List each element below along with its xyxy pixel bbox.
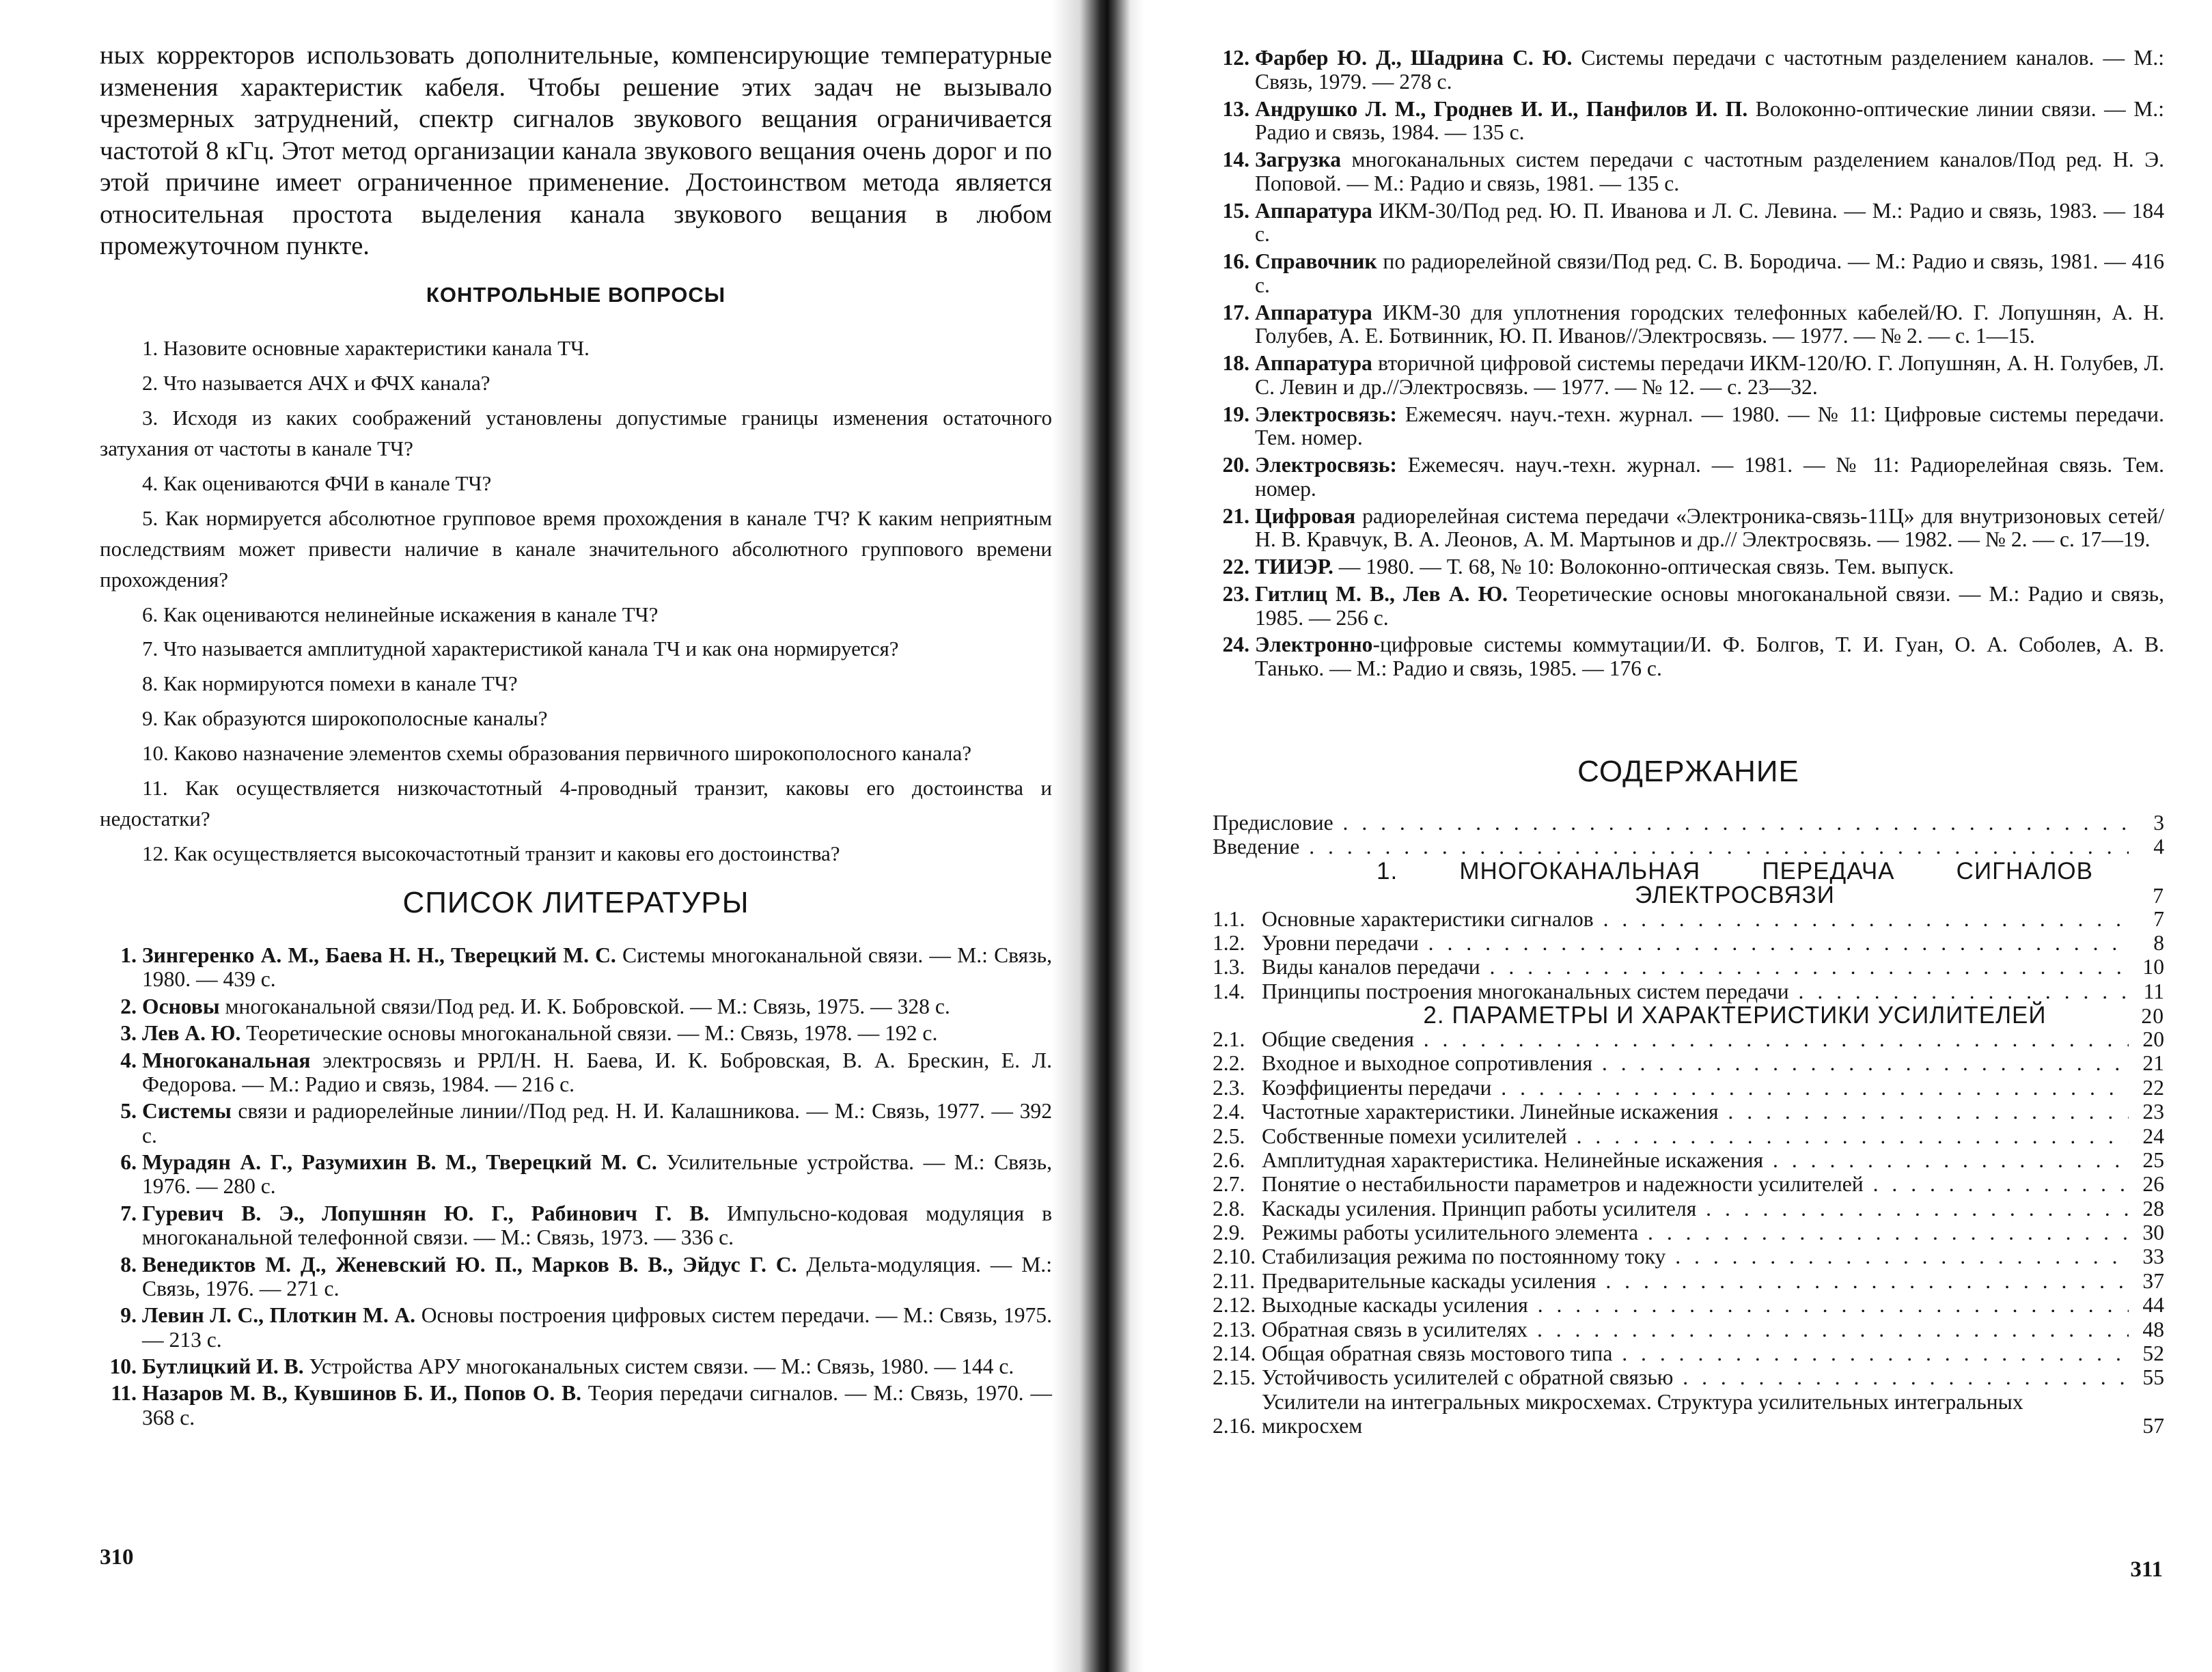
reference-details: Основы построения цифровых систем передачи. — М.: Связь, 1975. — 213 с. — [142, 1303, 1052, 1352]
reference-number: 24. — [1222, 632, 1249, 657]
question-item: 6. Как оцениваются нелинейные искажения в канале ТЧ? — [142, 602, 659, 626]
question-item: 9. Как образуются широкополосные каналы? — [142, 706, 548, 731]
toc-number: 2.2. — [1213, 1051, 1245, 1076]
page-number-left: 310 — [100, 1545, 134, 1570]
toc-title: Принципы построения многоканальных систем передачи . . . — [1262, 979, 2129, 1003]
reference-number: 12. — [1222, 46, 1249, 70]
reference-details: радиорелейная система передачи «Электроника-связь-11Ц» для внутризоновых сетей/Н. В. Кравчук, В. А. Леонов, А. М. Мартынов и др.// Электросвязь. — 1982. — № 2. — с. 17—19. — [1255, 503, 2164, 552]
reference-item — [1213, 633, 2164, 681]
reference-item — [1213, 148, 2164, 196]
toc-row — [1213, 1100, 2164, 1124]
toc-title: Введение . . . — [1213, 835, 2129, 859]
reference-number: 9. — [120, 1303, 137, 1328]
reference-details: Волоконно-оптические линии связи. — М.: Радио и связь, 1984. — 135 с. — [1255, 96, 2164, 145]
reference-author: Мурадян А. Г., Разумихин В. М., Тверецкий М. С. — [142, 1150, 657, 1175]
toc-title: Основные характеристики сигналов . . . — [1262, 907, 2129, 931]
toc-page: 4 — [2153, 835, 2164, 859]
reference-item — [100, 1381, 1052, 1430]
question-item: 7. Что называется амплитудной характеристикой канала ТЧ и как она нормируется? — [142, 637, 899, 661]
toc-page: 44 — [2142, 1293, 2164, 1318]
toc-title: Амплитудная характеристика. Нелинейные искажения . . . — [1262, 1148, 2129, 1172]
page-number-right: 311 — [2130, 1557, 2163, 1582]
reference-author: Назаров М. В., Кувшинов Б. И., Попов О. В. — [142, 1381, 581, 1406]
question-item: 5. Как нормируется абсолютное групповое время прохождения в канале ТЧ? К каким неприятным последствиям может привести наличие в канале значительного абсолютного группового времени прохождения? — [100, 505, 1052, 591]
toc-title: Виды каналов передачи . . . — [1262, 955, 2129, 979]
reference-item — [1213, 199, 2164, 247]
toc-title: Обратная связь в усилителях . . . — [1262, 1318, 2129, 1341]
toc-number: 2.4. — [1213, 1100, 1245, 1124]
toc-page: 3 — [2153, 810, 2164, 835]
reference-item — [1213, 250, 2164, 298]
reference-item — [1213, 98, 2164, 145]
reference-author: Гуревич В. Э., Лопушнян Ю. Г., Рабинович Г. В. — [142, 1201, 710, 1225]
question-item: 1. Назовите основные характеристики канала ТЧ. — [142, 336, 590, 361]
toc-page: 11 — [2143, 979, 2164, 1003]
toc-page: 28 — [2142, 1196, 2164, 1221]
reference-author: Аппаратура — [1255, 198, 1372, 223]
toc-chapter-page: 20 — [2141, 1004, 2164, 1029]
toc-title: Общая обратная связь мостового типа . . . — [1262, 1341, 2129, 1365]
toc-page: 52 — [2142, 1341, 2164, 1365]
reference-item — [100, 1021, 1052, 1045]
reference-number: 2. — [120, 994, 137, 1018]
reference-details: Ежемесяч. науч.-техн. журнал. — 1980. — № 11: Цифровые системы передачи. Тем. номер. — [1255, 402, 2164, 450]
toc-page: 55 — [2142, 1365, 2164, 1390]
reference-details: Дельта-модуляция. — М.: Связь, 1976. — 271 с. — [142, 1252, 1052, 1300]
reference-number: 22. — [1222, 555, 1249, 579]
toc-page: 7 — [2153, 906, 2164, 931]
reference-author: Аппаратура — [1255, 351, 1372, 375]
reference-details: вторичной цифровой системы передачи ИКМ-120/Ю. Г. Лопушнян, А. Н. Голубев, Л. С. Левин и др.//Электросвязь. — 1977. — № 12. — с. 23—32. — [1255, 351, 2164, 399]
toc-row — [1213, 1148, 2164, 1172]
reference-number: 6. — [120, 1150, 137, 1175]
toc-page: 26 — [2142, 1172, 2164, 1197]
reference-details: Ежемесяч. науч.-техн. журнал. — 1981. — № 11: Радиорелейная связь. Тем. номер. — [1255, 453, 2164, 501]
toc-title: Стабилизация режима по постоянному току . . . — [1262, 1244, 2129, 1268]
toc-page: 23 — [2142, 1100, 2164, 1124]
reference-item — [1213, 454, 2164, 501]
reference-author: Зингеренко А. М., Баева Н. Н., Тверецкий М. С. — [142, 943, 616, 968]
toc-number: 2.11. — [1213, 1268, 1256, 1293]
toc-title: Режимы работы усилительного элемента . . . — [1262, 1221, 2129, 1244]
references-list-right — [1213, 46, 2164, 681]
reference-author: Электронно — [1255, 632, 1373, 657]
toc-page: 33 — [2142, 1244, 2164, 1269]
reference-details: ИКМ-30 для уплотнения городских телефонных кабелей/Ю. Г. Лопушнян, А. Н. Голубев, А. Е. Ботвинник, Ю. П. Иванов//Электросвязь. — 1977. — № 2. — с. 1—15. — [1255, 300, 2164, 348]
toc-title: Уровни передачи . . . — [1262, 931, 2129, 955]
toc-title: Предварительные каскады усиления . . . — [1262, 1269, 2129, 1293]
toc-title: Каскады усиления. Принцип работы усилителя . . . — [1262, 1197, 2129, 1221]
toc-page: 20 — [2142, 1027, 2164, 1051]
reference-details: Теоретические основы многоканальной связи. — М.: Связь, 1978. — 192 с. — [240, 1021, 938, 1046]
reference-details: многоканальной связи/Под ред. И. К. Бобровской. — М.: Связь, 1975. — 328 с. — [219, 994, 950, 1018]
reference-number: 18. — [1222, 351, 1249, 375]
reference-details: электросвязь и РРЛ/Н. Н. Баева, И. К. Бобровская, В. А. Брескин, Е. Л. Федорова. — М.: Радио и связь, 1984. — 216 с. — [142, 1048, 1052, 1096]
reference-details: многоканальных систем передачи с частотным разделением каналов/Под ред. Н. Э. Поповой. — М.: Радио и связь, 1981. — 135 с. — [1255, 148, 2164, 195]
toc-page: 24 — [2142, 1124, 2164, 1148]
toc-number: 2.16. — [1213, 1414, 1256, 1438]
toc-number: 2.1. — [1213, 1027, 1245, 1051]
reference-item — [100, 1150, 1052, 1199]
toc-title: Частотные характеристики. Линейные искажения . . . — [1262, 1100, 2129, 1124]
reference-number: 4. — [120, 1048, 137, 1072]
toc-row — [1213, 1269, 2164, 1293]
toc-number: 2.9. — [1213, 1221, 1245, 1244]
toc-page: 25 — [2142, 1147, 2164, 1172]
question-item: 2. Что называется АЧХ и ФЧХ канала? — [142, 370, 490, 395]
reference-details: Усилительные устройства. — М.: Связь, 1976. — 280 с. — [142, 1150, 1052, 1199]
reference-author: ТИИЭР. — [1255, 555, 1333, 579]
toc-page: 10 — [2142, 955, 2164, 979]
toc-number: 1.2. — [1213, 930, 1245, 955]
toc-row — [1213, 1197, 2164, 1221]
reference-author: Гитлиц М. В., Лев А. Ю. — [1255, 581, 1508, 606]
reference-author: Цифровая — [1255, 503, 1356, 528]
reference-author: Фарбер Ю. Д., Шадрина С. Ю. — [1255, 46, 1573, 70]
intro-paragraph: ных корректоров использовать дополнительные, компенсирующие температурные изменения характеристик кабеля. Чтобы решение этих задач не вызывало чрезмерных затруднений, спектр сигналов звукового вещания ограничивается частотой 8 кГц. Этот метод организации канала звукового вещания очень дорог и по этой причине имеет ограниченное применение. Достоинством метода является относительная простота выделения канала звукового вещания в любом промежуточном пункте. — [100, 41, 1052, 261]
question-item: 8. Как нормируются помехи в канале ТЧ? — [142, 671, 518, 696]
toc-chapter-title: 2. ПАРАМЕТРЫ И ХАРАКТЕРИСТИКИ УСИЛИТЕЛЕЙ — [1423, 1002, 2047, 1029]
toc-number: 2.13. — [1213, 1317, 1256, 1341]
reference-item — [1213, 403, 2164, 451]
reference-details: связи и радиорелейные линии//Под ред. Н. И. Калашникова. — М.: Связь, 1977. — 392 с. — [142, 1099, 1052, 1147]
toc-page: 30 — [2142, 1221, 2164, 1244]
toc-row — [1213, 1051, 2164, 1075]
toc-number: 2.6. — [1213, 1147, 1245, 1172]
reference-item — [100, 994, 1052, 1018]
toc-number: 1.3. — [1213, 955, 1245, 979]
reference-item — [100, 943, 1052, 992]
toc-row — [1213, 1124, 2164, 1148]
reference-details: — 1980. — Т. 68, № 10: Волоконно-оптическая связь. Тем. выпуск. — [1333, 555, 1954, 579]
references-heading: СПИСОК ЛИТЕРАТУРЫ — [402, 886, 749, 920]
reference-item — [1213, 352, 2164, 400]
toc-row — [1213, 907, 2164, 931]
reference-item — [1213, 301, 2164, 349]
toc-title: Выходные каскады усиления . . . — [1262, 1293, 2129, 1317]
reference-number: 11. — [111, 1381, 137, 1406]
toc-number: 2.8. — [1213, 1196, 1245, 1221]
toc-row — [1213, 1076, 2164, 1100]
toc-row — [1213, 811, 2164, 835]
reference-number: 17. — [1222, 300, 1249, 324]
reference-number: 8. — [120, 1252, 137, 1277]
toc-title: Собственные помехи усилителей . . . — [1262, 1124, 2129, 1148]
toc-number: 2.7. — [1213, 1172, 1245, 1197]
toc-row — [1213, 1293, 2164, 1317]
toc-page: 22 — [2142, 1075, 2164, 1100]
reference-details: Системы передачи с частотным разделением каналов. — М.: Связь, 1979. — 278 с. — [1255, 46, 2164, 94]
toc-title: Коэффициенты передачи . . . — [1262, 1076, 2129, 1100]
reference-number: 13. — [1222, 96, 1249, 121]
references-list-left — [100, 943, 1052, 1430]
toc-row — [1213, 1365, 2164, 1389]
toc-number: 1.1. — [1213, 906, 1245, 931]
toc-page: 21 — [2142, 1051, 2164, 1076]
toc-chapter-title: 1. МНОГОКАНАЛЬНАЯ ПЕРЕДАЧА СИГНАЛОВ ЭЛЕКТРОСВЯЗИ — [1377, 857, 2093, 908]
reference-details: Теоретические основы многоканальной связи. — М.: Радио и связь, 1985. — 256 с. — [1255, 581, 2164, 630]
reference-author: Андрушко Л. М., Гроднев И. И., Панфилов И. П. — [1255, 96, 1748, 121]
toc-number: 2.14. — [1213, 1341, 1256, 1365]
reference-details: -цифровые системы коммутации/И. Ф. Болгов, Т. И. Гуан, О. А. Соболев, А. В. Танько. — М.: Радио и связь, 1985. — 176 с. — [1255, 632, 2164, 680]
toc-chapter — [1213, 859, 2164, 907]
toc-title: Устойчивость усилителей с обратной связью . . . — [1262, 1365, 2129, 1389]
toc-title: Общие сведения . . . — [1262, 1027, 2129, 1051]
toc-title: Предисловие . . . — [1213, 811, 2129, 835]
toc-row — [1213, 835, 2164, 859]
reference-item — [1213, 555, 2164, 579]
question-item: 4. Как оцениваются ФЧИ в канале ТЧ? — [142, 471, 492, 495]
question-item: 10. Каково назначение элементов схемы образования первичного широкополосного канала? — [142, 741, 972, 766]
toc-number: 2.3. — [1213, 1075, 1245, 1100]
questions-list — [100, 333, 1052, 869]
reference-number: 7. — [120, 1201, 137, 1225]
reference-author: Многоканальная — [142, 1048, 311, 1072]
question-item: 12. Как осуществляется высокочастотный транзит и каковы его достоинства? — [142, 841, 840, 866]
toc-row — [1213, 955, 2164, 979]
toc-page: 37 — [2142, 1268, 2164, 1293]
toc-title: Усилители на интегральных микросхемах. Структура усилительных интегральных микросхем — [1262, 1389, 2023, 1438]
toc-page: 8 — [2153, 930, 2164, 955]
reference-author: Аппаратура — [1255, 300, 1372, 324]
reference-item — [100, 1099, 1052, 1147]
reference-item — [100, 1354, 1052, 1378]
reference-author: Бутлицкий И. В. — [142, 1354, 304, 1379]
reference-author: Лев А. Ю. — [142, 1021, 241, 1046]
toc-row — [1213, 931, 2164, 955]
reference-details: Системы многоканальной связи. — М.: Связь, 1980. — 439 с. — [142, 943, 1052, 992]
toc-row — [1213, 1244, 2164, 1268]
reference-item — [1213, 583, 2164, 630]
reference-author: Справочник — [1255, 249, 1377, 273]
question-item: 3. Исходя из каких соображений установлены допустимые границы изменения остаточного затухания от частоты в канале ТЧ? — [100, 405, 1052, 460]
toc-row — [1213, 1027, 2164, 1051]
questions-heading: КОНТРОЛЬНЫЕ ВОПРОСЫ — [426, 283, 726, 307]
reference-item — [1213, 505, 2164, 553]
toc-number: 2.12. — [1213, 1293, 1256, 1318]
toc-number: 2.5. — [1213, 1124, 1245, 1148]
reference-number: 5. — [120, 1099, 137, 1124]
reference-author: Системы — [142, 1099, 232, 1124]
right-page — [1144, 0, 2212, 1672]
toc-page: 48 — [2142, 1317, 2164, 1341]
reference-item — [100, 1201, 1052, 1250]
reference-number: 14. — [1222, 148, 1249, 171]
reference-details: ИКМ-30/Под ред. Ю. П. Иванова и Л. С. Левина. — М.: Радио и связь, 1983. — 184 с. — [1255, 198, 2164, 247]
reference-number: 20. — [1222, 453, 1249, 477]
reference-number: 1. — [120, 943, 137, 968]
reference-number: 10. — [109, 1354, 137, 1379]
reference-details: Теория передачи сигналов. — М.: Связь, 1970. — 368 с. — [142, 1381, 1052, 1430]
toc-row — [1213, 1341, 2164, 1365]
reference-number: 21. — [1222, 503, 1249, 528]
toc-title: Входное и выходное сопротивления . . . — [1262, 1051, 2129, 1075]
toc-chapter-page: 7 — [2153, 883, 2164, 908]
toc-row — [1213, 1390, 2164, 1438]
reference-details: по радиорелейной связи/Под ред. С. В. Бородича. — М.: Радио и связь, 1981. — 416 с. — [1255, 249, 2164, 297]
toc-row — [1213, 1318, 2164, 1341]
reference-number: 3. — [120, 1021, 137, 1046]
toc-row — [1213, 979, 2164, 1003]
reference-number: 16. — [1222, 249, 1249, 273]
reference-author: Венедиктов М. Д., Женевский Ю. П., Марков В. В., Эйдус Г. С. — [142, 1252, 797, 1277]
toc-number: 1.4. — [1213, 979, 1245, 1003]
reference-item — [100, 1048, 1052, 1097]
reference-author: Загрузка — [1255, 148, 1341, 171]
reference-number: 19. — [1222, 402, 1249, 426]
toc-row — [1213, 1172, 2164, 1196]
reference-number: 23. — [1222, 581, 1249, 606]
question-item: 11. Как осуществляется низкочастотный 4-проводный транзит, каковы его достоинства и недостатки? — [100, 776, 1052, 831]
toc-chapter — [1213, 1003, 2164, 1027]
reference-author: Левин Л. С., Плоткин М. А. — [142, 1303, 416, 1328]
reference-item — [1213, 46, 2164, 94]
reference-item — [100, 1303, 1052, 1352]
reference-author: Электросвязь: — [1255, 402, 1397, 426]
toc-page: 57 — [2142, 1414, 2164, 1438]
reference-author: Электросвязь: — [1255, 453, 1397, 477]
left-page — [0, 0, 1093, 1672]
reference-item — [100, 1253, 1052, 1301]
toc-title: Понятие о нестабильности параметров и надежности усилителей . . . — [1262, 1172, 2129, 1196]
reference-details: Импульсно-кодовая модуляция в многоканальной телефонной связи. — М.: Связь, 1973. — 336 с. — [142, 1201, 1052, 1250]
toc-number: 2.10. — [1213, 1244, 1256, 1269]
toc-heading: СОДЕРЖАНИЕ — [1577, 754, 1799, 788]
toc-row — [1213, 1221, 2164, 1244]
table-of-contents — [1213, 811, 2164, 1438]
reference-author: Основы — [142, 994, 220, 1018]
reference-number: 15. — [1222, 198, 1249, 223]
toc-number: 2.15. — [1213, 1365, 1256, 1390]
reference-details: Устройства АРУ многоканальных систем связи. — М.: Связь, 1980. — 144 с. — [303, 1354, 1014, 1379]
